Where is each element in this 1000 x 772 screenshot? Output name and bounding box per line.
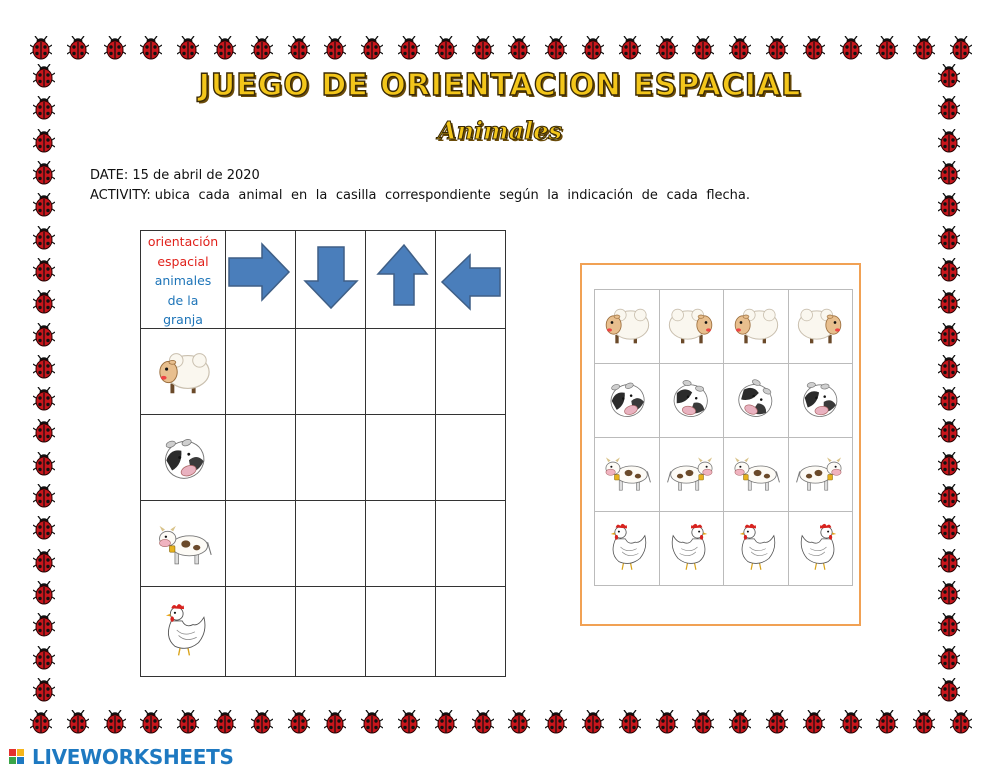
ladybug-icon [33,452,55,476]
draggable-sheep[interactable] [659,289,725,364]
ladybug-icon [288,710,310,734]
ladybug-icon [140,36,162,60]
ladybug-icon [214,36,236,60]
ladybug-icon [938,581,960,605]
ladybug-icon [361,710,383,734]
grid-row-sheep [140,328,226,415]
ladybug-icon [913,36,935,60]
date-value: 15 de abril de 2020 [132,168,260,183]
grid-header-left [435,230,506,329]
grid-corner-cell [140,230,226,329]
answer-drop-cell[interactable] [225,586,296,677]
draggable-cow[interactable] [723,437,789,512]
cow-icon [602,447,652,503]
ladybug-icon [33,646,55,670]
ladybug-icon [33,193,55,217]
draggable-cow-head[interactable] [723,363,789,438]
draggable-cow[interactable] [788,437,854,512]
answer-drop-cell[interactable] [365,328,436,415]
ladybug-icon [33,161,55,185]
grid-row-hen [140,586,226,677]
ladybug-icon [938,419,960,443]
ladybug-icon [938,226,960,250]
draggable-hen[interactable] [723,511,789,586]
ladybug-icon [938,613,960,637]
ladybug-icon [938,387,960,411]
ladybug-icon [33,484,55,508]
hen-icon [731,521,781,577]
corner-line-2: espacial [157,253,209,269]
cow-icon [666,447,716,503]
answer-drop-cell[interactable] [435,414,506,501]
ladybug-icon [766,36,788,60]
ladybug-icon [729,710,751,734]
ladybug-icon [67,36,89,60]
ladybug-icon [33,678,55,702]
draggable-sheep[interactable] [594,289,660,364]
ladybug-icon [251,710,273,734]
ladybug-icon [33,581,55,605]
answer-drop-cell[interactable] [295,500,366,587]
activity-label: ACTIVITY: [90,188,151,203]
ladybug-icon [656,36,678,60]
ladybug-icon [33,290,55,314]
ladybug-icon [140,710,162,734]
ladybug-icon [214,710,236,734]
date-line [90,168,260,183]
cow-head-icon [795,373,845,429]
corner-line-4: de la [167,292,199,308]
answer-drop-cell[interactable] [435,328,506,415]
ladybug-icon [472,36,494,60]
ladybug-icon [692,36,714,60]
corner-line-5: granja [163,312,203,327]
ladybug-icon [30,710,52,734]
draggable-cow[interactable] [659,437,725,512]
grid-row-cow [140,500,226,587]
brand-footer[interactable] [8,744,234,770]
sheep-icon [666,299,716,355]
ladybug-icon [545,36,567,60]
cow-head-icon [731,373,781,429]
ladybug-icon [30,36,52,60]
ladybug-icon [582,36,604,60]
ladybug-icon [938,258,960,282]
ladybug-icon [508,36,530,60]
ladybug-icon [840,36,862,60]
ladybug-icon [938,161,960,185]
draggable-hen[interactable] [659,511,725,586]
answer-drop-cell[interactable] [365,586,436,677]
right-arrow-icon [226,231,295,328]
ladybug-icon [508,710,530,734]
cow-head-icon [155,427,213,489]
grid-header-up [365,230,436,329]
ladybug-border-top [30,36,972,60]
ladybug-icon [692,710,714,734]
corner-line-1: orientación [147,234,219,249]
ladybug-icon [619,710,641,734]
answer-drop-cell[interactable] [225,414,296,501]
ladybug-icon [840,710,862,734]
answer-drop-cell[interactable] [435,586,506,677]
up-arrow-icon [366,231,435,328]
ladybug-icon [33,549,55,573]
ladybug-icon [938,646,960,670]
animal-options-grid [594,289,852,585]
cow-icon [731,447,781,503]
grid-header-down [295,230,366,329]
ladybug-icon [938,549,960,573]
ladybug-icon [398,710,420,734]
answer-drop-cell[interactable] [435,500,506,587]
ladybug-icon [950,36,972,60]
sheep-icon [155,341,213,403]
ladybug-icon [361,36,383,60]
ladybug-icon [324,710,346,734]
answer-drop-cell[interactable] [225,328,296,415]
corner-line-3: animales [154,273,212,288]
hen-icon [155,599,213,661]
ladybug-icon [67,710,89,734]
hen-icon [795,521,845,577]
ladybug-icon [876,710,898,734]
activity-line [90,188,750,203]
ladybug-icon [938,452,960,476]
ladybug-icon [913,710,935,734]
down-arrow-icon [296,231,365,328]
ladybug-icon [938,516,960,540]
draggable-cow[interactable] [594,437,660,512]
ladybug-icon [803,36,825,60]
cow-icon [155,513,213,575]
ladybug-icon [472,710,494,734]
ladybug-icon [938,323,960,347]
draggable-cow-head[interactable] [594,363,660,438]
hen-icon [666,521,716,577]
cow-head-icon [602,373,652,429]
answer-drop-cell[interactable] [295,414,366,501]
grid-header-right [225,230,296,329]
answer-drop-cell[interactable] [225,500,296,587]
sheep-icon [602,299,652,355]
ladybug-border-bottom [30,710,972,734]
ladybug-icon [938,484,960,508]
ladybug-icon [251,36,273,60]
draggable-sheep[interactable] [723,289,789,364]
ladybug-icon [33,613,55,637]
hen-icon [602,521,652,577]
answer-drop-cell[interactable] [295,328,366,415]
brand-name: LIVEWORKSHEETS [32,745,234,769]
activity-text: ubica cada animal en la casilla correspondiente según la indicación de cada flecha. [154,188,750,203]
ladybug-icon [803,710,825,734]
draggable-cow-head[interactable] [788,363,854,438]
ladybug-icon [33,226,55,250]
draggable-cow-head[interactable] [659,363,725,438]
ladybug-icon [288,36,310,60]
ladybug-icon [33,419,55,443]
left-arrow-icon [436,231,505,328]
page-subtitle: Animales [437,116,563,145]
cow-icon [795,447,845,503]
date-label: DATE: [90,168,129,183]
ladybug-icon [324,36,346,60]
ladybug-icon [33,323,55,347]
page-title: JUEGO DE ORIENTACION ESPACIAL [198,68,802,103]
ladybug-icon [33,258,55,282]
liveworksheets-logo-icon [8,746,32,768]
ladybug-icon [950,710,972,734]
ladybug-icon [619,36,641,60]
draggable-hen[interactable] [594,511,660,586]
draggable-hen[interactable] [788,511,854,586]
sheep-icon [731,299,781,355]
answer-drop-cell[interactable] [365,500,436,587]
ladybug-icon [33,355,55,379]
orientation-grid [140,230,506,677]
cow-head-icon [666,373,716,429]
ladybug-icon [938,678,960,702]
grid-row-cow-head [140,414,226,501]
ladybug-icon [435,36,457,60]
ladybug-icon [582,710,604,734]
ladybug-icon [33,387,55,411]
ladybug-icon [104,36,126,60]
ladybug-icon [766,710,788,734]
ladybug-icon [656,710,678,734]
answer-drop-cell[interactable] [365,414,436,501]
ladybug-icon [177,36,199,60]
answer-drop-cell[interactable] [295,586,366,677]
ladybug-icon [104,710,126,734]
animal-options-panel [580,263,861,626]
ladybug-icon [177,710,199,734]
draggable-sheep[interactable] [788,289,854,364]
sheep-icon [795,299,845,355]
ladybug-border-left [33,64,57,704]
ladybug-icon [33,516,55,540]
ladybug-icon [435,710,457,734]
ladybug-icon [876,36,898,60]
ladybug-icon [938,355,960,379]
ladybug-icon [545,710,567,734]
ladybug-icon [938,193,960,217]
ladybug-icon [729,36,751,60]
ladybug-icon [938,290,960,314]
ladybug-icon [398,36,420,60]
ladybug-border-right [938,64,962,704]
